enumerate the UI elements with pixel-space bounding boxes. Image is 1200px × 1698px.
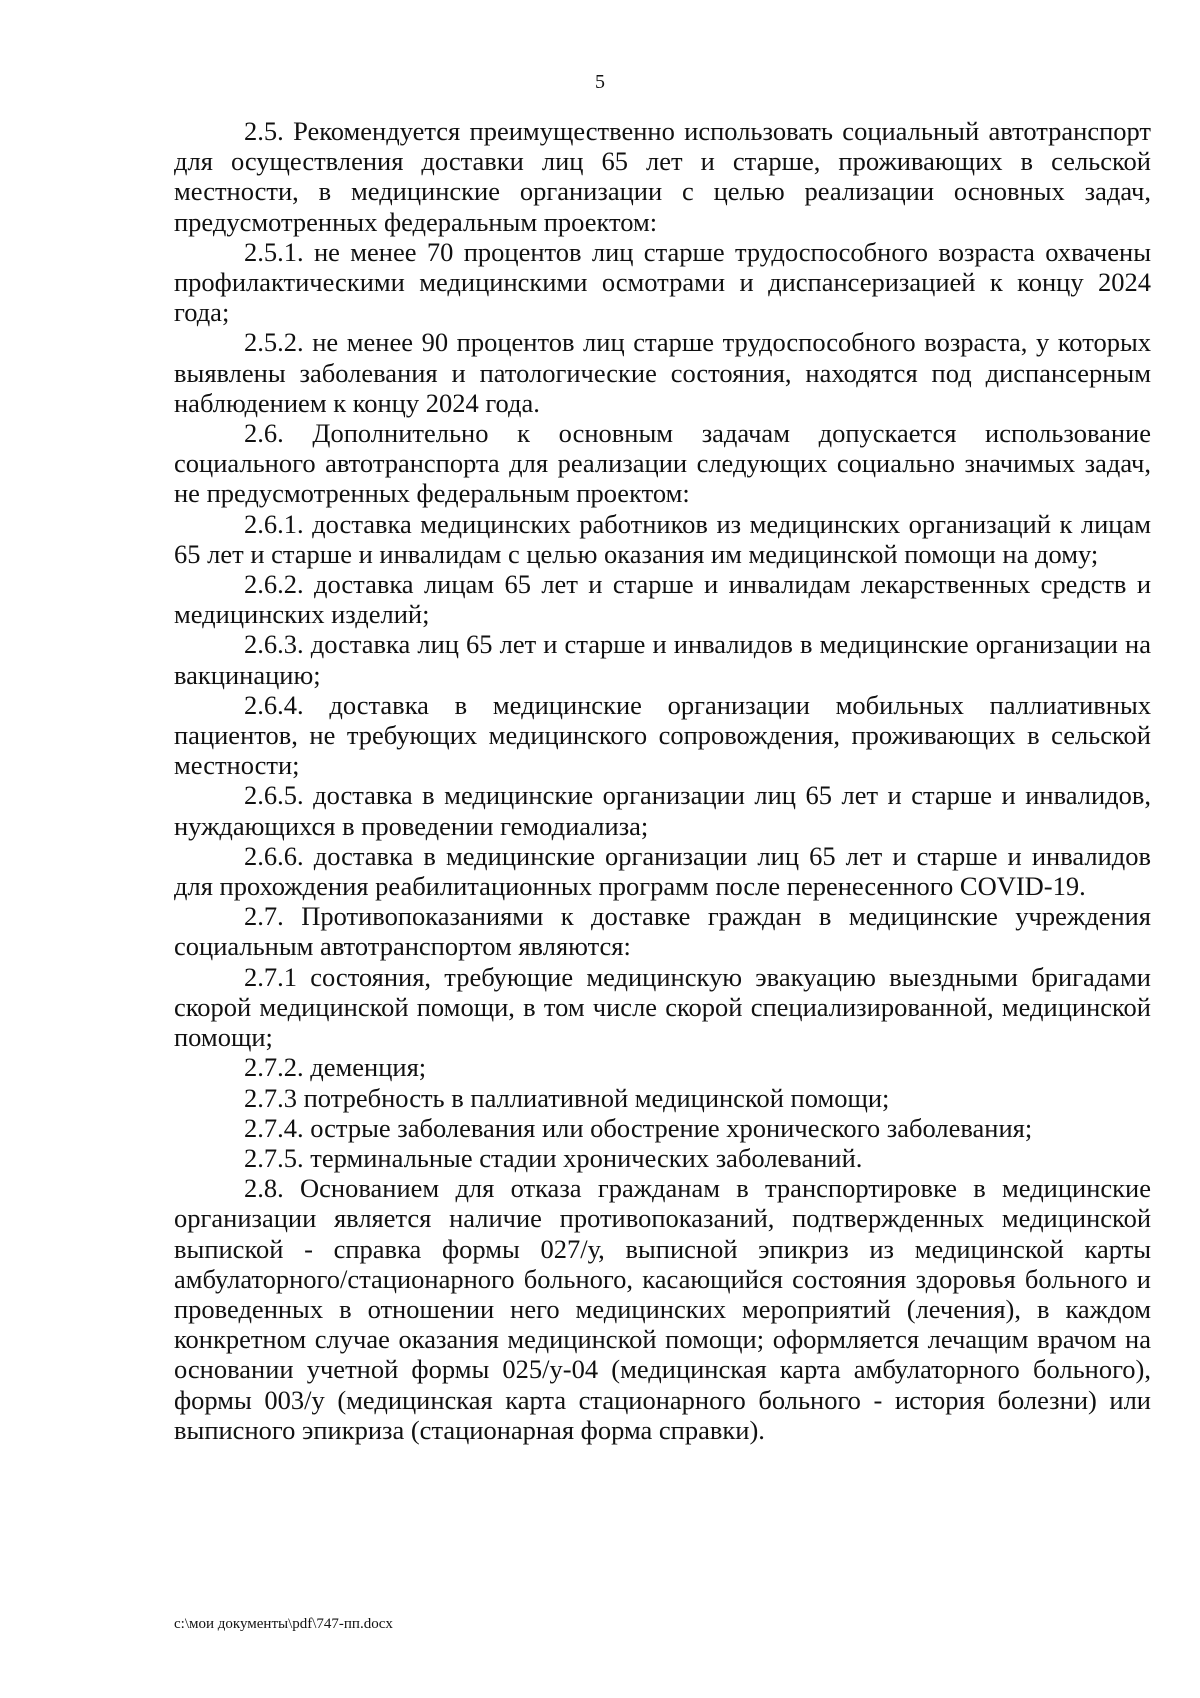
paragraph-2-7-3: 2.7.3 потребность в паллиативной медицинской помощи; — [244, 1082, 890, 1113]
paragraph-2-6: 2.6. Дополнительно к основным задачам допускается использование социального автотранспорта для реализации следующих социально значимых задач, не предусмотренных федеральным проектом: — [174, 418, 1151, 509]
paragraph-2-6-6: 2.6.6. доставка в медицинские организации лиц 65 лет и старше и инвалидов для прохождения реабилитационных программ после перенесенного COVID-19. — [174, 840, 1151, 902]
paragraph-2-6-4: 2.6.4. доставка в медицинские организации мобильных паллиативных пациентов, не требующих медицинского сопровождения, проживающих в сельской местности; — [174, 689, 1151, 781]
paragraph-2-7-4: 2.7.4. острые заболевания или обострение хронического заболевания; — [244, 1112, 1033, 1143]
paragraph-2-7: 2.7. Противопоказаниями к доставке граждан в медицинские учреждения социальным автотранспортом являются: — [174, 901, 1151, 962]
paragraph-2-7-2: 2.7.2. деменция; — [244, 1052, 427, 1083]
paragraph-2-7-5: 2.7.5. терминальные стадии хронических заболеваний. — [244, 1142, 863, 1173]
paragraph-2-6-1: 2.6.1. доставка медицинских работников из медицинских организаций к лицам 65 лет и старше и инвалидам с целью оказания им медицинской помощи на дому; — [174, 508, 1151, 569]
paragraph-2-6-5: 2.6.5. доставка в медицинские организации лиц 65 лет и старше и инвалидов, нуждающихся в проведении гемодиализа; — [174, 780, 1151, 841]
paragraph-2-8: 2.8. Основанием для отказа гражданам в транспортировке в медицинские организации является наличие противопоказаний, подтвержденных медицинской выпиской - справка формы 027/у, выписной эпикриз из медицинской карты амбулаторного/стационарного больного, касающийся состояния здоровья больного и проведенных в отношении него медицинских мероприятий (лечения), в каждом конкретном случае оказания медицинской помощи; оформляется лечащим врачом на основании учетной формы 025/у-04 (медицинская карта амбулаторного больного), формы 003/у (медицинская карта стационарного больного - история болезни) или выписного эпикриза (стационарная форма справки). — [174, 1173, 1151, 1445]
footer-file-path: c:\мои документы\pdf\747-пп.docx — [174, 1616, 393, 1632]
paragraph-2-6-3: 2.6.3. доставка лиц 65 лет и старше и инвалидов в медицинские организации на вакцинацию; — [174, 629, 1151, 690]
document-body — [174, 116, 1151, 1445]
paragraph-2-7-1: 2.7.1 состояния, требующие медицинскую эвакуацию выездными бригадами скорой медицинской помощи, в том числе скорой специализированной, медицинской помощи; — [174, 961, 1151, 1053]
paragraph-2-5-2: 2.5.2. не менее 90 процентов лиц старше трудоспособного возраста, у которых выявлены заболевания и патологические состояния, находятся под диспансерным наблюдением к концу 2024 года. — [174, 327, 1151, 418]
paragraph-2-6-2: 2.6.2. доставка лицам 65 лет и старше и инвалидам лекарственных средств и медицинских изделий; — [174, 569, 1151, 630]
page-number: 5 — [595, 71, 605, 93]
paragraph-2-5: 2.5. Рекомендуется преимущественно использовать социальный автотранспорт для осуществления доставки лиц 65 лет и старше, проживающих в сельской местности, в медицинские организации с целью реализации основных задач, предусмотренных федеральным проектом: — [174, 116, 1151, 237]
paragraph-2-5-1: 2.5.1. не менее 70 процентов лиц старше трудоспособного возраста охвачены профилактическими медицинскими осмотрами и диспансеризацией к концу 2024 года; — [174, 236, 1151, 328]
